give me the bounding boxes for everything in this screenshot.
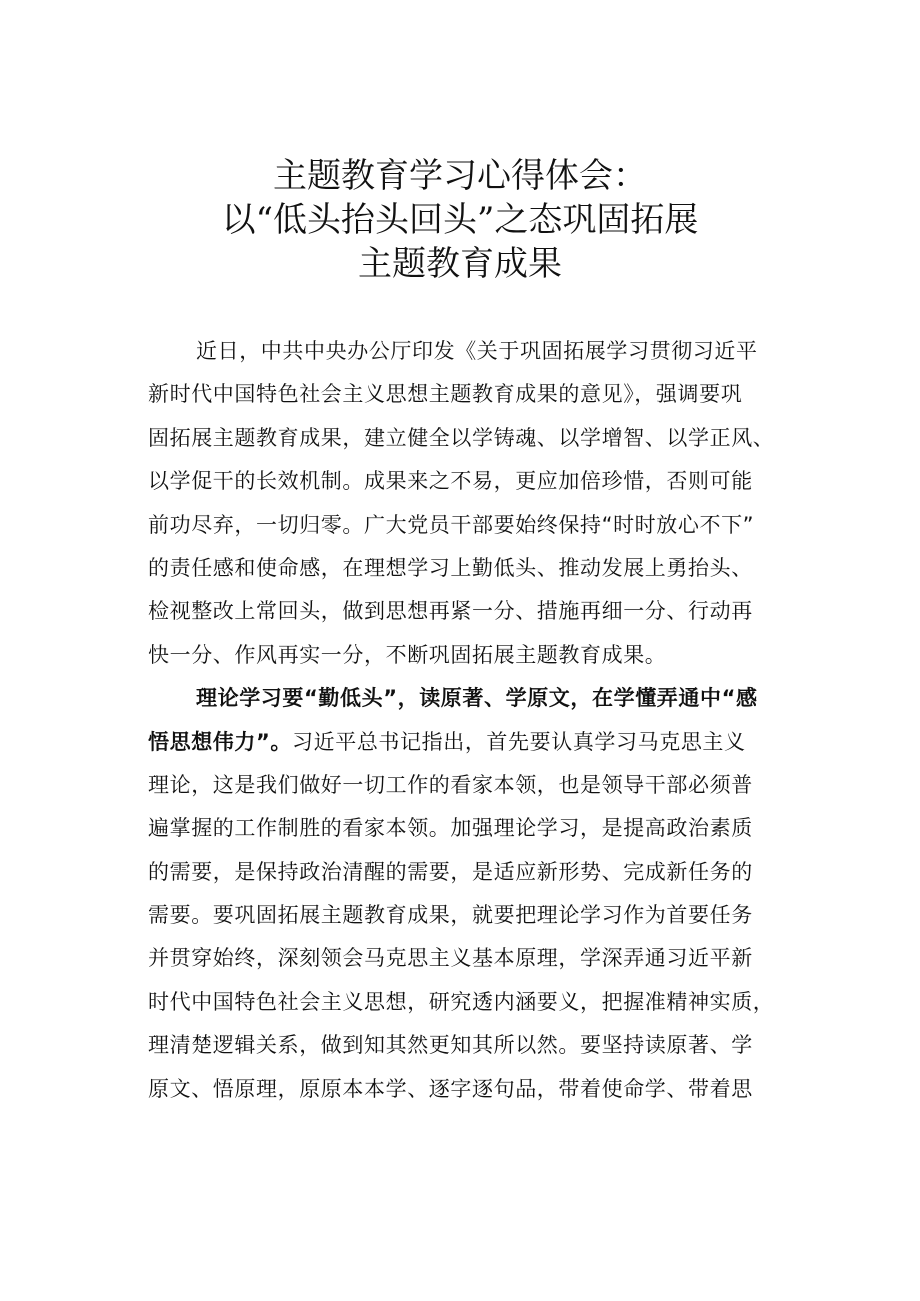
- paragraph-line: 的责任感和使命感，在理想学习上勤低头、推动发展上勇抬头、: [148, 555, 753, 580]
- paragraph-line: 并贯穿始终，深刻领会马克思主义基本原理，学深弄通习近平新: [148, 946, 753, 971]
- paragraph-line: 需要。要巩固拓展主题教育成果，就要把理论学习作为首要任务: [148, 903, 753, 928]
- paragraph-theory-study: [148, 677, 798, 1111]
- paragraph-line: 原文、悟原理，原原本本学、逐字逐句品，带着使命学、带着思: [148, 1076, 753, 1101]
- paragraph-line: 理论，这是我们做好一切工作的看家本领，也是领导干部必须普: [148, 772, 753, 797]
- section-heading-end: 悟思想伟力”。: [148, 729, 293, 754]
- paragraph-intro: [148, 330, 798, 677]
- paragraph-line: 时代中国特色社会主义思想，研究透内涵要义，把握准精神实质，: [148, 989, 775, 1014]
- title-line-2: 以“低头抬头回头”之态巩固拓展: [221, 200, 699, 240]
- paragraph-line: 遍掌握的工作制胜的看家本领。加强理论学习，是提高政治素质: [148, 816, 753, 841]
- title-line-1: 主题教育学习心得体会：: [273, 156, 647, 196]
- paragraph-line: 前功尽弃，一切归零。广大党员干部要始终保持“时时放心不下”: [148, 512, 755, 537]
- paragraph-line: 快一分、作风再实一分，不断巩固拓展主题教育成果。: [148, 642, 667, 667]
- paragraph-line: 的需要，是保持政治清醒的需要，是适应新形势、完成新任务的: [148, 859, 753, 884]
- document-body: [148, 330, 798, 1111]
- paragraph-line: 以学促干的长效机制。成果来之不易，更应加倍珍惜，否则可能: [148, 469, 753, 494]
- title-line-3: 主题教育成果: [358, 244, 562, 284]
- section-heading-line: 理论学习要“勤低头”，读原著、学原文，在学懂弄通中“感: [196, 686, 758, 711]
- paragraph-line: 理清楚逻辑关系，做到知其然更知其所以然。要坚持读原著、学: [148, 1033, 753, 1058]
- paragraph-line: 近日，中共中央办公厅印发《关于巩固拓展学习贯彻习近平: [196, 339, 758, 363]
- paragraph-line: [148, 721, 798, 764]
- paragraph-line: 检视整改上常回头，做到思想再紧一分、措施再细一分、行动再: [148, 599, 753, 624]
- paragraph-text: 习近平总书记指出，首先要认真学习马克思主义: [292, 729, 746, 754]
- document-title: [0, 154, 920, 286]
- paragraph-line: 新时代中国特色社会主义思想主题教育成果的意见》，强调要巩: [148, 382, 743, 407]
- paragraph-line: 固拓展主题教育成果，建立健全以学铸魂、以学增智、以学正风、: [148, 425, 775, 450]
